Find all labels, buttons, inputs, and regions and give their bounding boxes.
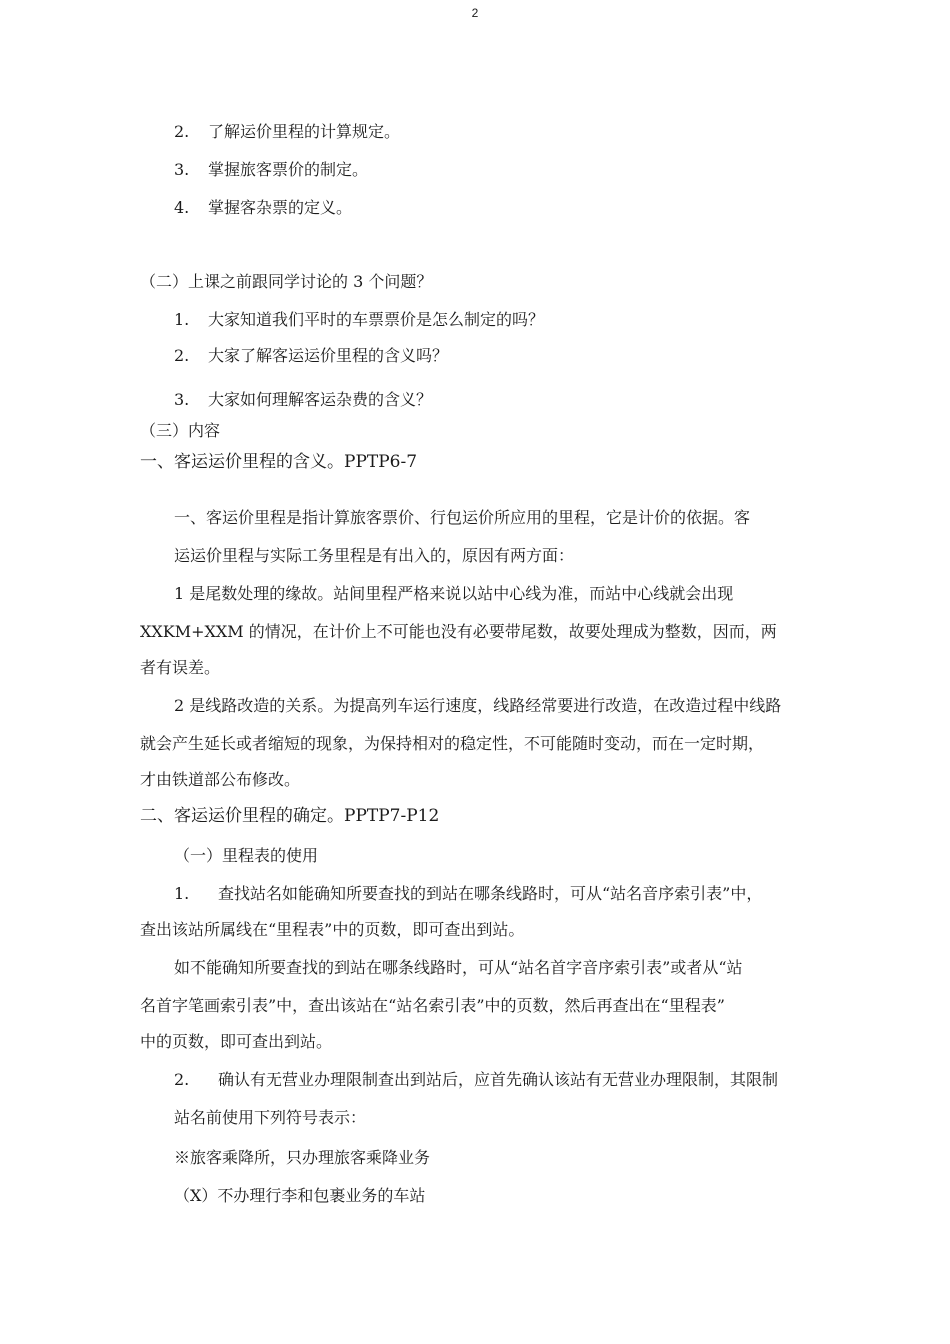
list-number: 3.: [174, 390, 190, 409]
list-text: 掌握客杂票的定义。: [208, 198, 353, 217]
paragraph-line: 者有误差。: [140, 658, 221, 677]
paragraph-line: 站名前使用下列符号表示：: [174, 1108, 367, 1127]
subsection-title: （一）里程表的使用: [174, 846, 319, 865]
paragraph-line: 1 是尾数处理的缘故。站间里程严格来说以站中心线为准，而站中心线就会出现: [174, 584, 734, 603]
list-number: 2.: [174, 122, 190, 141]
symbol-line: ※旅客乘降所，只办理旅客乘降业务: [174, 1148, 431, 1167]
paragraph-line: 才由铁道部公布修改。: [140, 770, 301, 789]
paragraph-line: 中的页数，即可查出到站。: [140, 1032, 333, 1051]
discussion-item: [174, 390, 432, 410]
paragraph-line: [174, 1070, 778, 1090]
paragraph-line: XXKM+XXM 的情况，在计价上不可能也没有必要带尾数，故要处理成为整数，因而，两: [140, 622, 777, 641]
list-number: 1.: [174, 310, 190, 329]
list-text: 大家如何理解客运杂费的含义？: [208, 390, 433, 409]
paragraph-line: 查出该站所属线在“里程表”中的页数，即可查出到站。: [140, 920, 525, 939]
discussion-item: [174, 310, 544, 330]
list-number: 1.: [174, 884, 190, 903]
content-title: （三）内容: [140, 421, 221, 440]
list-text: 掌握旅客票价的制定。: [208, 160, 369, 179]
list-number: 2.: [174, 346, 190, 365]
paragraph-line: 名首字笔画索引表”中，查出该站在“站名索引表”中的页数，然后再查出在“里程表”: [140, 996, 725, 1015]
paragraph-line: [174, 884, 762, 904]
list-text: 查找站名如能确知所要查找的到站在哪条线路时，可从“站名音序索引表”中，: [218, 884, 763, 903]
paragraph-line: 就会产生延长或者缩短的现象，为保持相对的稳定性，不可能随时变动，而在一定时期，: [140, 734, 765, 753]
list-text: 确认有无营业办理限制查出到站后，应首先确认该站有无营业办理限制，其限制: [218, 1070, 779, 1089]
list-number: 2.: [174, 1070, 190, 1089]
list-number: 4.: [174, 198, 190, 217]
paragraph-line: 2 是线路改造的关系。为提高列车运行速度，线路经常要进行改造，在改造过程中线路: [174, 696, 782, 715]
section-heading: 二、客运运价里程的确定。PPTP7-P12: [140, 806, 440, 826]
objective-item: [174, 160, 368, 180]
page-number: 2: [471, 6, 479, 20]
list-text: 大家了解客运运价里程的含义吗？: [208, 346, 449, 365]
symbol-line: （X）不办理行李和包裹业务的车站: [174, 1186, 426, 1205]
list-number: 3.: [174, 160, 190, 179]
objective-item: [174, 198, 352, 218]
paragraph-line: 如不能确知所要查找的到站在哪条线路时，可从“站名首字音序索引表”或者从“站: [174, 958, 743, 977]
discussion-item: [174, 346, 448, 366]
discussion-title: （二）上课之前跟同学讨论的 3 个问题？: [140, 272, 433, 291]
paragraph-line: 运运价里程与实际工务里程是有出入的，原因有两方面：: [174, 546, 575, 565]
list-text: 大家知道我们平时的车票票价是怎么制定的吗？: [208, 310, 545, 329]
section-heading: 一、客运运价里程的含义。PPTP6-7: [140, 452, 418, 472]
list-text: 了解运价里程的计算规定。: [208, 122, 401, 141]
objective-item: [174, 122, 400, 142]
paragraph-line: 一、客运价里程是指计算旅客票价、行包运价所应用的里程，它是计价的依据。客: [174, 508, 751, 527]
